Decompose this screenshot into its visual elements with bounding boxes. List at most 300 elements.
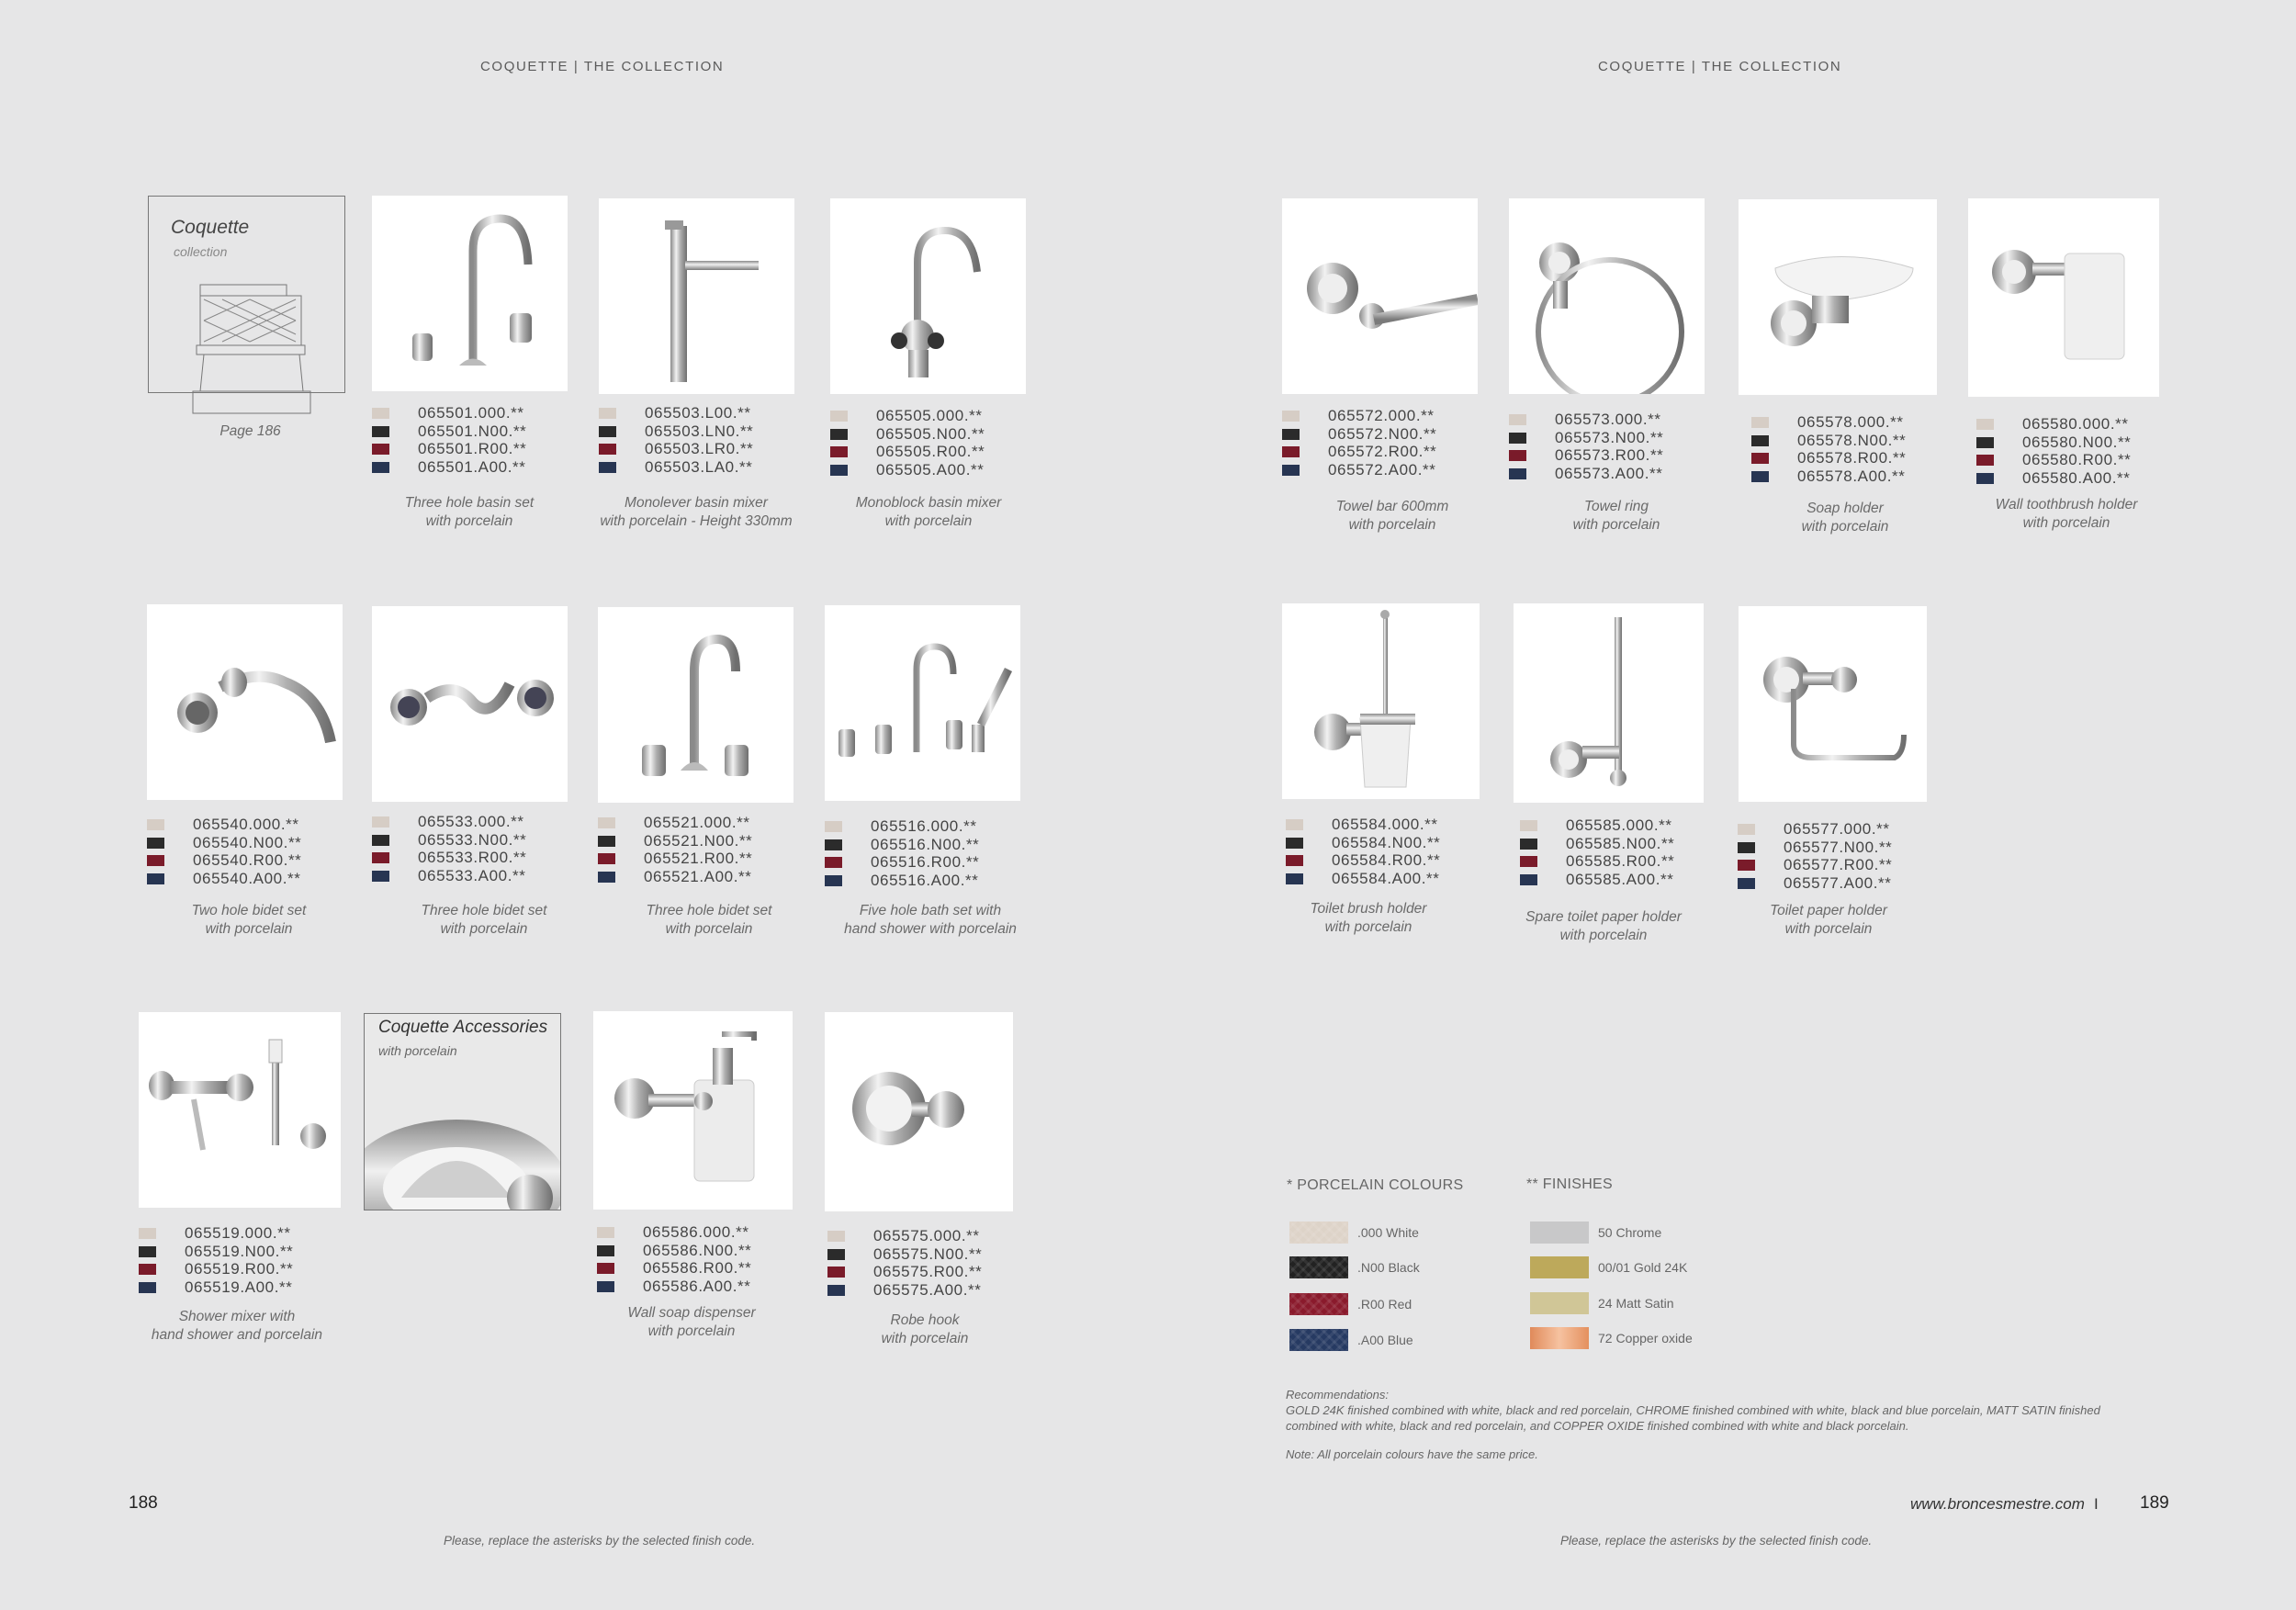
porcelain-colours-title: * PORCELAIN COLOURS (1287, 1177, 1464, 1193)
finish-swatch (1530, 1327, 1589, 1349)
porcelain-swatch (1509, 433, 1526, 444)
product-caption-line: Wall toothbrush holder (1995, 497, 2138, 512)
porcelain-swatch (372, 816, 389, 828)
product-code: 065521.R00.** (644, 850, 753, 867)
product-code-list (830, 407, 1023, 478)
porcelain-swatch (147, 838, 164, 849)
product-code-row (139, 1224, 332, 1243)
porcelain-swatch (1509, 450, 1526, 461)
product-code: 065584.000.** (1332, 816, 1438, 833)
product-caption-line: with porcelain (1348, 517, 1436, 533)
porcelain-swatch (147, 819, 164, 830)
product-code-row (147, 851, 340, 870)
product-code-row (599, 422, 792, 441)
porcelain-swatch (597, 1281, 614, 1292)
porcelain-swatch (599, 408, 616, 419)
product-code-row (597, 1278, 790, 1296)
product-caption-line: with porcelain (425, 513, 513, 529)
porcelain-swatch (597, 1227, 614, 1238)
recommendations-line-1: GOLD 24K finished combined with white, black and red porcelain, CHROME finished combined with white, black and blue porcelain, MATT SATIN finished (1286, 1403, 2100, 1417)
product-code-list (1738, 820, 1930, 892)
finish-swatch (1530, 1256, 1589, 1278)
porcelain-swatch (825, 875, 842, 886)
product-code-row (1976, 433, 2169, 452)
product-code: 065573.000.** (1555, 411, 1661, 428)
product-code: 065580.R00.** (2022, 451, 2132, 468)
product-code: 065580.N00.** (2022, 433, 2132, 451)
product-code-row (1976, 451, 2169, 469)
porcelain-swatch (1282, 446, 1300, 457)
product-code-row (830, 425, 1023, 444)
product-code-row (825, 853, 1018, 872)
porcelain-swatch (1738, 860, 1755, 871)
porcelain-swatch (139, 1246, 156, 1257)
product-code: 065505.N00.** (876, 424, 985, 443)
product-code-row (1738, 874, 1930, 893)
product-code: 065584.R00.** (1332, 851, 1441, 869)
porcelain-swatch (1738, 824, 1755, 835)
product-caption-line: Five hole bath set with (859, 903, 1002, 918)
product-caption (793, 902, 1068, 939)
handle-sketch-icon (149, 197, 344, 426)
product-code-row (598, 814, 791, 832)
product-code: 065501.000.** (418, 404, 524, 422)
product-code: 065503.LA0.** (645, 457, 753, 476)
porcelain-swatch (372, 408, 389, 419)
product-caption-line: Two hole bidet set (191, 903, 307, 918)
porcelain-swatch (830, 429, 848, 440)
product-code: 065586.N00.** (643, 1241, 752, 1259)
product-code: 065501.A00.** (418, 457, 526, 476)
product-code: 065516.N00.** (871, 835, 980, 853)
product-code-row (599, 440, 792, 458)
product-code: 065578.A00.** (1797, 467, 1906, 485)
product-code: 065575.A00.** (873, 1280, 982, 1299)
shower-mixer-icon (139, 1012, 341, 1208)
toothbrush-holder-icon (1968, 198, 2159, 397)
product-code-list (599, 404, 792, 476)
porcelain-swatch (1286, 819, 1303, 830)
product-code: 065580.000.** (2022, 415, 2129, 433)
product-code-row (1751, 467, 1944, 486)
running-header-right: COQUETTE | THE COLLECTION (1598, 59, 1842, 74)
porcelain-swatch (1286, 855, 1303, 866)
product-code: 065586.R00.** (643, 1259, 752, 1277)
porcelain-swatch (1282, 429, 1300, 440)
product-code-row (139, 1278, 332, 1297)
product-code: 065572.N00.** (1328, 424, 1437, 443)
product-code: 065572.A00.** (1328, 460, 1436, 478)
product-caption-line: with porcelain (665, 921, 753, 937)
product-caption-line: with porcelain (1572, 517, 1660, 533)
porcelain-swatch (1976, 473, 1994, 484)
product-caption-line: Towel bar 600mm (1335, 499, 1449, 514)
product-code-row (1509, 446, 1702, 465)
porcelain-swatch (1520, 839, 1537, 850)
porcelain-swatch (1520, 820, 1537, 831)
product-code-row (147, 834, 340, 852)
website-link[interactable]: www.broncesmestre.com (1910, 1495, 2085, 1513)
porcelain-swatch (827, 1249, 845, 1260)
product-code: 065585.000.** (1566, 816, 1672, 834)
product-caption (787, 1312, 1063, 1348)
product-caption-line: Three hole bidet set (421, 903, 547, 918)
product-code: 065540.R00.** (193, 851, 302, 869)
product-code: 065503.LR0.** (645, 440, 754, 457)
product-code-row (825, 836, 1018, 854)
product-caption (1691, 902, 1966, 939)
porcelain-swatch (1282, 465, 1300, 476)
finish-swatch (1530, 1292, 1589, 1314)
product-code-row (372, 458, 565, 477)
product-code-row (1282, 407, 1475, 425)
porcelain-swatch (598, 817, 615, 828)
porcelain-swatch (372, 835, 389, 846)
product-code: 065586.A00.** (643, 1277, 751, 1295)
product-code-list (598, 814, 791, 885)
porcelain-swatch (1509, 468, 1526, 479)
porcelain-price-note: Note: All porcelain colours have the same price. (1286, 1447, 1538, 1461)
product-code: 065585.A00.** (1566, 870, 1674, 888)
toilet-paper-holder-icon (1739, 606, 1927, 802)
soap-holder-icon (1739, 199, 1937, 395)
product-caption-line: Monoblock basin mixer (855, 495, 1002, 511)
product-code: 065521.000.** (644, 814, 750, 831)
footer-separator: I (2094, 1495, 2099, 1513)
product-caption-line: hand shower and porcelain (151, 1327, 323, 1343)
product-caption-line: Shower mixer with (178, 1309, 296, 1324)
product-code-list (1509, 411, 1702, 482)
product-code: 065575.000.** (873, 1227, 980, 1244)
running-header-left: COQUETTE | THE COLLECTION (480, 59, 725, 74)
product-code-list (597, 1223, 790, 1295)
product-caption-line: with porcelain - Height 330mm (600, 513, 793, 529)
product-code-row (372, 831, 565, 850)
page-number-right: 189 (2140, 1493, 2169, 1513)
product-code-row (827, 1227, 1020, 1245)
porcelain-swatch (1976, 437, 1994, 448)
porcelain-swatch (372, 462, 389, 473)
product-code-row (598, 868, 791, 886)
product-code: 065584.N00.** (1332, 833, 1441, 851)
recommendations-title: Recommendations: (1286, 1388, 1389, 1402)
product-code-row (1976, 469, 2169, 488)
porcelain-colour-swatch (1289, 1293, 1348, 1315)
porcelain-swatch (1286, 873, 1303, 884)
product-code-row (1286, 834, 1479, 852)
product-code-list (1976, 415, 2169, 487)
porcelain-colour-swatch (1289, 1329, 1348, 1351)
product-code-row (598, 832, 791, 850)
product-code: 065521.N00.** (644, 831, 753, 850)
product-caption (791, 494, 1066, 531)
product-code: 065585.N00.** (1566, 834, 1675, 852)
accessories-intro-card (364, 1013, 561, 1210)
product-code: 065575.R00.** (873, 1263, 983, 1280)
product-caption (1929, 496, 2204, 533)
finish-swatch (1530, 1222, 1589, 1244)
product-code: 065573.A00.** (1555, 464, 1663, 482)
porcelain-swatch (1286, 838, 1303, 849)
product-caption-line: Three hole bidet set (646, 903, 772, 918)
porcelain-swatch (1282, 411, 1300, 422)
product-code: 065540.N00.** (193, 833, 302, 851)
product-code-row (827, 1281, 1020, 1300)
product-caption-line: Wall soap dispenser (627, 1305, 756, 1321)
product-code: 065572.R00.** (1328, 443, 1437, 460)
product-caption-line: with porcelain (205, 921, 293, 937)
finish-label: 00/01 Gold 24K (1598, 1260, 1688, 1275)
product-code: 065519.R00.** (185, 1260, 294, 1278)
monolever-basin-mixer-icon (599, 198, 794, 394)
three-hole-bidet-set-icon (598, 607, 793, 803)
finish-label: 72 Copper oxide (1598, 1331, 1693, 1345)
product-code-row (599, 404, 792, 422)
collection-title: Coquette (171, 217, 250, 238)
porcelain-swatch (825, 839, 842, 850)
porcelain-swatch (830, 411, 848, 422)
porcelain-colour-swatch (1289, 1222, 1348, 1244)
porcelain-swatch (139, 1264, 156, 1275)
porcelain-swatch (598, 836, 615, 847)
porcelain-swatch (1976, 419, 1994, 430)
product-code-row (1282, 443, 1475, 461)
product-code-list (1286, 816, 1479, 887)
product-code-row (1520, 835, 1713, 853)
product-code: 065577.000.** (1784, 820, 1890, 838)
product-code: 065533.N00.** (418, 830, 527, 849)
product-caption-line: with porcelain (440, 921, 528, 937)
porcelain-swatch (830, 446, 848, 457)
product-code-row (372, 422, 565, 441)
porcelain-swatch (139, 1282, 156, 1293)
product-caption-line: with porcelain (1324, 919, 1412, 935)
product-code-row (599, 458, 792, 477)
product-code-row (1509, 465, 1702, 483)
porcelain-swatch (825, 821, 842, 832)
product-code-row (1520, 871, 1713, 889)
product-caption-line: Three hole basin set (404, 495, 535, 511)
product-code: 065586.000.** (643, 1223, 749, 1241)
product-code: 065501.N00.** (418, 422, 527, 440)
product-code-list (825, 817, 1018, 889)
product-caption-line: Spare toilet paper holder (1525, 909, 1682, 925)
product-code-row (1738, 839, 1930, 857)
porcelain-swatch (372, 852, 389, 863)
porcelain-swatch (1751, 453, 1769, 464)
product-code-row (1520, 852, 1713, 871)
porcelain-swatch (827, 1231, 845, 1242)
finish-label: 24 Matt Satin (1598, 1296, 1674, 1311)
product-code-row (1282, 461, 1475, 479)
product-code-row (825, 817, 1018, 836)
product-caption-line: hand shower with porcelain (844, 921, 1017, 937)
product-caption-line: Toilet paper holder (1770, 903, 1887, 918)
porcelain-swatch (372, 444, 389, 455)
wall-bidet-set-icon (372, 606, 568, 802)
porcelain-swatch (372, 871, 389, 882)
product-code: 065505.000.** (876, 407, 983, 424)
product-caption (1231, 900, 1506, 937)
product-code: 065503.L00.** (645, 404, 751, 422)
product-code: 065533.000.** (418, 813, 524, 830)
porcelain-colour-label: .R00 Red (1357, 1297, 1412, 1312)
product-code: 065516.R00.** (871, 853, 980, 871)
product-code: 065521.A00.** (644, 867, 752, 885)
porcelain-swatch (599, 462, 616, 473)
porcelain-colour-swatch (1289, 1256, 1348, 1278)
collection-subtitle: collection (174, 244, 228, 259)
product-code-row (1751, 449, 1944, 467)
spare-toilet-paper-holder-icon (1514, 603, 1704, 803)
product-code: 065580.A00.** (2022, 468, 2131, 487)
product-code: 065577.N00.** (1784, 838, 1893, 856)
product-code-list (372, 404, 565, 476)
finish-code-note-right: Please, replace the asterisks by the selected finish code. (1560, 1534, 1873, 1548)
product-code: 065519.000.** (185, 1224, 291, 1242)
product-code-row (139, 1243, 332, 1261)
product-code: 065519.N00.** (185, 1242, 294, 1260)
product-code-list (1282, 407, 1475, 478)
porcelain-swatch (1509, 414, 1526, 425)
towel-ring-icon (1509, 198, 1705, 394)
product-code-row (1751, 413, 1944, 432)
product-code-row (372, 440, 565, 458)
five-hole-bath-set-icon (825, 605, 1020, 801)
porcelain-swatch (825, 857, 842, 868)
product-code: 065519.A00.** (185, 1278, 293, 1296)
product-code: 065585.R00.** (1566, 852, 1675, 870)
product-code-row (830, 461, 1023, 479)
product-caption (99, 1308, 375, 1345)
monoblock-basin-mixer-icon (830, 198, 1026, 394)
porcelain-colour-label: .N00 Black (1357, 1260, 1420, 1275)
product-caption-line: with porcelain (884, 513, 973, 529)
product-caption (111, 902, 387, 939)
porcelain-swatch (1751, 471, 1769, 482)
porcelain-swatch (1738, 842, 1755, 853)
product-code-row (825, 872, 1018, 890)
product-code: 065533.R00.** (418, 849, 527, 866)
product-code-row (597, 1223, 790, 1242)
porcelain-swatch (598, 872, 615, 883)
product-code-row (372, 849, 565, 867)
porcelain-swatch (597, 1263, 614, 1274)
porcelain-swatch (1751, 417, 1769, 428)
finishes-title: ** FINISHES (1526, 1177, 1613, 1192)
product-code-row (1738, 856, 1930, 874)
product-code-row (597, 1242, 790, 1260)
finish-label: 50 Chrome (1598, 1225, 1662, 1240)
product-code-list (1520, 816, 1713, 888)
product-caption-line: Soap holder (1806, 501, 1884, 516)
product-code: 065501.R00.** (418, 440, 527, 457)
product-code-row (1286, 870, 1479, 888)
product-code: 065577.A00.** (1784, 873, 1892, 892)
product-code: 065584.A00.** (1332, 869, 1440, 887)
product-code-row (1738, 820, 1930, 839)
product-code-row (830, 443, 1023, 461)
product-code: 065577.R00.** (1784, 856, 1893, 873)
product-code-row (1509, 411, 1702, 429)
product-code: 065573.N00.** (1555, 428, 1664, 446)
product-code-list (827, 1227, 1020, 1299)
porcelain-swatch (1751, 435, 1769, 446)
porcelain-swatch (147, 855, 164, 866)
product-caption-line: Towel ring (1583, 499, 1649, 514)
porcelain-swatch (1738, 878, 1755, 889)
product-code-row (139, 1260, 332, 1278)
product-code-row (827, 1245, 1020, 1264)
product-code: 065578.N00.** (1797, 431, 1907, 449)
porcelain-swatch (372, 426, 389, 437)
porcelain-swatch (599, 426, 616, 437)
product-code: 065572.000.** (1328, 407, 1435, 424)
towel-bar-icon (1282, 198, 1478, 394)
product-code-row (147, 870, 340, 888)
product-code: 065575.N00.** (873, 1244, 983, 1263)
toilet-brush-holder-icon (1282, 603, 1480, 799)
soap-dispenser-icon (593, 1011, 793, 1210)
product-caption-line: Monolever basin mixer (625, 495, 768, 511)
product-code-row (372, 813, 565, 831)
porcelain-swatch (147, 873, 164, 884)
product-caption-line: with porcelain (647, 1323, 736, 1339)
product-code-row (1976, 415, 2169, 433)
product-code: 065505.R00.** (876, 443, 985, 460)
porcelain-swatch (1520, 856, 1537, 867)
recommendations-line-2: combined with white, black and red porcelain, and COPPER OXIDE finished combined with white and black porcelain. (1286, 1419, 1909, 1433)
product-caption-line: with porcelain (2022, 515, 2110, 531)
product-code-row (1751, 432, 1944, 450)
porcelain-swatch (139, 1228, 156, 1239)
product-caption-line: with porcelain (1784, 921, 1873, 937)
product-code: 065540.000.** (193, 816, 299, 833)
product-code-row (372, 404, 565, 422)
product-code-list (1751, 413, 1944, 485)
product-code-row (147, 816, 340, 834)
product-code: 065516.000.** (871, 817, 977, 835)
product-code-list (139, 1224, 332, 1296)
porcelain-swatch (597, 1245, 614, 1256)
porcelain-colour-label: .A00 Blue (1357, 1333, 1413, 1347)
product-code-list (147, 816, 340, 887)
product-code-row (1286, 851, 1479, 870)
porcelain-swatch (830, 465, 848, 476)
porcelain-swatch (1976, 455, 1994, 466)
product-code: 065540.A00.** (193, 869, 301, 887)
porcelain-colour-label: .000 White (1357, 1225, 1419, 1240)
porcelain-swatch (1520, 874, 1537, 885)
product-code-row (1286, 816, 1479, 834)
page-number-left: 188 (129, 1493, 158, 1513)
product-code: 065516.A00.** (871, 871, 979, 889)
accessories-title: Coquette Accessories (378, 1018, 548, 1037)
porcelain-swatch (827, 1285, 845, 1296)
product-caption-line: with porcelain (881, 1331, 969, 1346)
two-hole-bidet-set-icon (147, 604, 343, 800)
finish-code-note-left: Please, replace the asterisks by the selected finish code. (444, 1534, 756, 1548)
robe-hook-icon (825, 1012, 1013, 1211)
product-code-row (827, 1263, 1020, 1281)
porcelain-swatch (598, 853, 615, 864)
three-hole-basin-set-icon (372, 196, 568, 391)
product-code: 065505.A00.** (876, 460, 985, 478)
product-code-row (1509, 429, 1702, 447)
product-code-list (372, 813, 565, 884)
product-caption-line: Robe hook (890, 1312, 960, 1328)
product-code-row (1282, 425, 1475, 444)
